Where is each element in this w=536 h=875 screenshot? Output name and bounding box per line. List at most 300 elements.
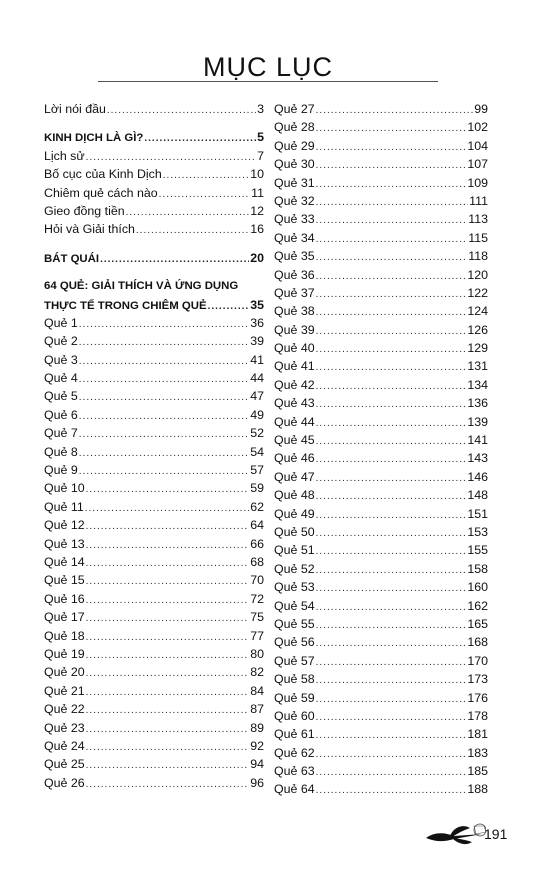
toc-entry-page: 72: [250, 591, 264, 606]
toc-entry[interactable]: [274, 247, 488, 265]
toc-entry[interactable]: [44, 100, 264, 118]
toc-entry[interactable]: [274, 670, 488, 688]
toc-entry-label: Quẻ 3: [44, 352, 78, 367]
dot-leader: [86, 739, 250, 755]
toc-entry-page: 134: [467, 377, 488, 392]
toc-entry-page: 11: [251, 185, 264, 200]
dot-leader: [86, 555, 250, 571]
toc-entry[interactable]: [44, 700, 264, 718]
toc-entry-page: 41: [250, 352, 264, 367]
toc-entry-label: Quẻ 1: [44, 315, 78, 330]
toc-entry-page: 111: [469, 193, 488, 208]
toc-entry[interactable]: [44, 516, 264, 534]
toc-entry[interactable]: [274, 284, 488, 302]
toc-entry-page: 64: [250, 518, 264, 533]
toc-entry-page: 44: [250, 371, 264, 386]
toc-entry[interactable]: [44, 184, 264, 202]
toc-entry-page: 12: [250, 203, 264, 218]
dot-leader: [316, 212, 468, 228]
toc-entry-label: Quẻ 23: [44, 720, 85, 735]
dot-leader: [316, 691, 467, 707]
toc-entry-label: Quẻ 12: [44, 518, 85, 533]
dot-leader: [85, 500, 249, 516]
toc-entry-page: 92: [250, 738, 264, 753]
dot-leader: [316, 194, 469, 210]
toc-entry-page: 146: [467, 469, 488, 484]
dot-leader: [316, 562, 467, 578]
toc-entry[interactable]: [274, 137, 488, 155]
dot-leader: [79, 389, 249, 405]
toc-entry[interactable]: [274, 118, 488, 136]
toc-entry[interactable]: [44, 590, 264, 608]
dot-leader: [163, 167, 249, 183]
toc-entry-page: 87: [250, 702, 264, 717]
toc-entry-label: Quẻ 47: [274, 469, 315, 484]
toc-entry-page: 47: [250, 389, 264, 404]
toc-entry-label: Quẻ 31: [274, 175, 315, 190]
page-title: MỤC LỤC: [202, 52, 333, 82]
toc-entry-label: Quẻ 62: [274, 745, 315, 760]
toc-entry-label: Quẻ 2: [44, 334, 78, 349]
toc-entry[interactable]: [44, 369, 264, 387]
toc-entry-label: Quẻ 43: [274, 396, 315, 411]
dot-leader: [159, 186, 250, 202]
toc-entry-label: Quẻ 41: [274, 359, 315, 374]
toc-entry-page: 94: [250, 757, 264, 772]
toc-entry-page: 126: [467, 322, 488, 337]
dot-leader: [316, 599, 467, 615]
toc-entry[interactable]: [274, 357, 488, 375]
dot-leader: [316, 617, 467, 633]
toc-entry-label: Quẻ 11: [44, 499, 84, 514]
toc-entry[interactable]: [274, 229, 488, 247]
toc-entry-page: 89: [250, 720, 264, 735]
section-spacer: [44, 239, 264, 249]
toc-entry-label: Quẻ 9: [44, 463, 78, 478]
toc-entry-label: Quẻ 52: [274, 561, 315, 576]
toc-entry-page: 66: [250, 536, 264, 551]
title-underline: [98, 81, 438, 82]
toc-entry-page: 59: [250, 481, 264, 496]
toc-entry-page: 109: [467, 175, 488, 190]
toc-entry-page: 124: [467, 304, 488, 319]
dot-leader: [316, 378, 467, 394]
dot-leader: [316, 764, 467, 780]
toc-entry-label: Quẻ 59: [274, 690, 315, 705]
toc-entry-label: Quẻ 26: [44, 775, 85, 790]
dot-leader: [79, 334, 249, 350]
dot-leader: [86, 481, 250, 497]
toc-entry[interactable]: [274, 174, 488, 192]
toc-entry-label: Quẻ 36: [274, 267, 315, 282]
dot-leader: [86, 702, 250, 718]
dot-leader: [86, 592, 250, 608]
dot-leader: [126, 204, 250, 220]
toc-entry-page: 129: [467, 341, 488, 356]
section-spacer: [44, 118, 264, 128]
toc-entry-label: Quẻ 25: [44, 757, 85, 772]
dot-leader: [316, 525, 467, 541]
toc-entry[interactable]: [44, 719, 264, 737]
toc-entry[interactable]: [274, 468, 488, 486]
toc-entry-page: 16: [250, 222, 264, 237]
toc-entry[interactable]: [274, 578, 488, 596]
toc-entry-page: 96: [250, 775, 264, 790]
toc-entry-label: Chiêm quẻ cách nào: [44, 185, 158, 200]
toc-entry[interactable]: [44, 553, 264, 571]
toc-entry-label: Quẻ 33: [274, 212, 315, 227]
toc-entry[interactable]: [274, 394, 488, 412]
toc-entry-page: 70: [250, 573, 264, 588]
toc-entry-page: 62: [250, 499, 264, 514]
toc-entry-label: Quẻ 6: [44, 407, 78, 422]
toc-entry-label: Quẻ 45: [274, 433, 315, 448]
toc-entry-label: Quẻ 29: [274, 138, 315, 153]
dot-leader: [86, 757, 250, 773]
toc-section-heading: 64 QUẺ: GIẢI THÍCH VÀ ỨNG DỤNG: [44, 280, 239, 293]
dot-leader: [86, 721, 250, 737]
dot-leader: [79, 353, 249, 369]
dot-leader: [79, 316, 249, 332]
toc-entry-label: BÁT QUÁI: [44, 252, 100, 265]
toc-entry-page: 176: [467, 690, 488, 705]
dot-leader: [316, 286, 467, 302]
toc-entry-label: Quẻ 34: [274, 230, 315, 245]
dot-leader: [316, 157, 467, 173]
toc-entry-page: 52: [250, 426, 264, 441]
toc-entry-page: 148: [467, 488, 488, 503]
toc-entry-label: Quẻ 16: [44, 591, 85, 606]
toc-entry[interactable]: [44, 627, 264, 645]
toc-entry[interactable]: [274, 155, 488, 173]
dot-leader: [86, 573, 250, 589]
dot-leader: [316, 580, 467, 596]
toc-entry[interactable]: [44, 682, 264, 700]
dot-leader: [208, 298, 250, 314]
toc-entry-label: Quẻ 49: [274, 506, 315, 521]
toc-entry[interactable]: [44, 128, 264, 146]
toc-entry[interactable]: [44, 296, 264, 314]
toc-entry-label: Quẻ 18: [44, 628, 85, 643]
section-spacer: [44, 267, 264, 277]
toc-entry-page: 136: [467, 396, 488, 411]
toc-entry-page: 165: [467, 616, 488, 631]
toc-entry-label: Quẻ 55: [274, 616, 315, 631]
dot-leader: [79, 371, 249, 387]
toc-entry-page: 131: [467, 359, 488, 374]
toc-entry-page: 113: [468, 212, 488, 227]
toc-entry[interactable]: [274, 541, 488, 559]
toc-entry-page: 99: [474, 102, 488, 116]
toc-entry-page: 122: [467, 285, 488, 300]
toc-entry-label: Quẻ 40: [274, 341, 315, 356]
toc-entry-label: Quẻ 38: [274, 304, 315, 319]
toc-entry[interactable]: [44, 220, 264, 238]
dot-leader: [86, 518, 250, 534]
toc-entry-label: Bố cục của Kinh Dịch: [44, 167, 162, 182]
toc-entry-page: 39: [250, 334, 264, 349]
toc-entry-page: 153: [467, 524, 488, 539]
toc-entry-label: Quẻ 50: [274, 524, 315, 539]
dot-leader: [316, 268, 467, 284]
dot-leader: [100, 251, 249, 267]
toc-entry[interactable]: [274, 192, 488, 210]
dot-leader: [316, 120, 467, 136]
toc-entry-page: 102: [467, 120, 488, 135]
toc-entry-label: Quẻ 20: [44, 665, 85, 680]
dot-leader: [316, 102, 474, 118]
toc-entry-page: 141: [467, 433, 488, 448]
toc-entry-page: 155: [467, 543, 488, 558]
toc-entry-label: KINH DỊCH LÀ GÌ?: [44, 132, 144, 145]
dot-leader: [316, 451, 467, 467]
dot-leader: [316, 543, 467, 559]
toc-left-column: [44, 100, 264, 792]
toc-entry-label: Quẻ 37: [274, 285, 315, 300]
dot-leader: [316, 672, 467, 688]
toc-entry-page: 143: [467, 451, 488, 466]
toc-entry[interactable]: [274, 780, 488, 798]
toc-entry[interactable]: [274, 413, 488, 431]
toc-entry[interactable]: [274, 210, 488, 228]
dot-leader: [316, 415, 467, 431]
toc-entry-label: Quẻ 32: [274, 193, 315, 208]
toc-entry[interactable]: [44, 147, 264, 165]
toc-entry-label: Quẻ 58: [274, 672, 315, 687]
toc-entry[interactable]: [274, 376, 488, 394]
toc-entry[interactable]: [274, 523, 488, 541]
toc-entry-label: Quẻ 7: [44, 426, 78, 441]
dot-leader: [316, 231, 468, 247]
toc-entry-label: Quẻ 61: [274, 727, 315, 742]
dot-leader: [316, 341, 467, 357]
toc-entry[interactable]: [44, 737, 264, 755]
dot-leader: [316, 635, 467, 651]
toc-entry-label: Quẻ 21: [44, 683, 85, 698]
toc-entry[interactable]: [44, 314, 264, 332]
dot-leader: [316, 507, 467, 523]
toc-entry-page: 84: [250, 683, 264, 698]
dot-leader: [86, 537, 250, 553]
dot-leader: [86, 776, 250, 792]
dot-leader: [316, 304, 467, 320]
toc-entry-label: Quẻ 17: [44, 610, 85, 625]
toc-entry-page: 75: [250, 610, 264, 625]
toc-entry-label: Quẻ 10: [44, 481, 85, 496]
toc-entry-page: 168: [467, 635, 488, 650]
toc-entry[interactable]: [274, 725, 488, 743]
dot-leader: [86, 610, 250, 626]
toc-entry-page: 3: [257, 102, 264, 116]
dot-leader: [79, 445, 249, 461]
toc-entry[interactable]: [274, 302, 488, 320]
toc-entry-label: Quẻ 27: [274, 102, 315, 116]
dot-leader: [144, 130, 256, 146]
dot-leader: [86, 629, 250, 645]
toc-entry-label: Quẻ 54: [274, 598, 315, 613]
toc-entry-page: 49: [250, 407, 264, 422]
toc-entry-page: 188: [467, 782, 488, 797]
toc-entry[interactable]: [274, 689, 488, 707]
toc-entry-label: Quẻ 8: [44, 444, 78, 459]
toc-entry-page: 118: [468, 249, 488, 264]
dragonfly-ornament-icon: [424, 822, 486, 850]
dot-leader: [316, 727, 467, 743]
dot-leader: [316, 249, 468, 265]
toc-entry-label: Quẻ 46: [274, 451, 315, 466]
toc-entry[interactable]: [274, 652, 488, 670]
toc-entry-label: Quẻ 60: [274, 708, 315, 723]
toc-entry-label: Quẻ 30: [274, 157, 315, 172]
toc-entry[interactable]: [274, 505, 488, 523]
toc-entry-page: 36: [250, 315, 264, 330]
dot-leader: [316, 470, 467, 486]
toc-entry[interactable]: [274, 339, 488, 357]
toc-entry[interactable]: [44, 249, 264, 267]
toc-entry-label: Quẻ 57: [274, 653, 315, 668]
toc-entry-page: 104: [467, 138, 488, 153]
dot-leader: [79, 426, 249, 442]
toc-entry-page: 162: [467, 598, 488, 613]
toc-entry-page: 151: [467, 506, 488, 521]
dot-leader: [79, 463, 249, 479]
page-number: 191: [484, 826, 508, 842]
toc-entry[interactable]: [274, 615, 488, 633]
dot-leader: [316, 323, 467, 339]
toc-entry-page: 173: [467, 672, 488, 687]
toc-entry-page: 20: [250, 250, 264, 265]
dot-leader: [86, 647, 250, 663]
dot-leader: [316, 396, 467, 412]
toc-entry[interactable]: [44, 332, 264, 350]
toc-entry-label: Lịch sử: [44, 148, 85, 163]
toc-entry-page: 158: [467, 561, 488, 576]
toc-entry[interactable]: [274, 100, 488, 118]
toc-entry[interactable]: [44, 387, 264, 405]
title-block: [0, 52, 536, 92]
toc-right-column: [274, 100, 488, 799]
toc-entry-label: THỰC TẾ TRONG CHIÊM QUẺ: [44, 299, 207, 312]
toc-entry-page: 5: [257, 130, 264, 145]
toc-entry[interactable]: [44, 571, 264, 589]
toc-entry-label: Quẻ 42: [274, 377, 315, 392]
toc-entry[interactable]: [44, 498, 264, 516]
dot-leader: [86, 665, 250, 681]
toc-entry-page: 181: [467, 727, 488, 742]
toc-entry-label: Quẻ 5: [44, 389, 78, 404]
toc-entry[interactable]: [274, 449, 488, 467]
toc-entry-label: Quẻ 48: [274, 488, 315, 503]
toc-entry-label: Quẻ 14: [44, 554, 85, 569]
toc-entry-page: 10: [250, 167, 264, 182]
toc-entry[interactable]: [44, 351, 264, 369]
dot-leader: [316, 782, 467, 798]
toc-entry-page: 160: [467, 580, 488, 595]
toc-entry-label: Quẻ 56: [274, 635, 315, 650]
toc-entry[interactable]: [274, 633, 488, 651]
dot-leader: [316, 433, 467, 449]
toc-entry-label: Quẻ 13: [44, 536, 85, 551]
dot-leader: [316, 746, 467, 762]
toc-entry[interactable]: [274, 321, 488, 339]
toc-entry-label: Quẻ 22: [44, 702, 85, 717]
dot-leader: [316, 359, 467, 375]
dot-leader: [79, 408, 249, 424]
toc-entry-label: Quẻ 24: [44, 738, 85, 753]
dot-leader: [316, 488, 467, 504]
toc-entry-page: 139: [467, 414, 488, 429]
toc-entry-label: Quẻ 19: [44, 646, 85, 661]
toc-entry-page: 82: [250, 665, 264, 680]
toc-entry-page: 68: [250, 554, 264, 569]
toc-entry[interactable]: [274, 560, 488, 578]
toc-entry-page: 57: [250, 463, 264, 478]
toc-entry[interactable]: [274, 744, 488, 762]
dot-leader: [86, 684, 250, 700]
toc-entry-page: 77: [250, 628, 264, 643]
toc-entry-page: 120: [467, 267, 488, 282]
toc-entry-page: 54: [250, 444, 264, 459]
toc-entry-label: Gieo đồng tiền: [44, 203, 125, 218]
toc-entry[interactable]: [44, 461, 264, 479]
dot-leader: [107, 102, 256, 118]
toc-entry[interactable]: [44, 443, 264, 461]
toc-entry-label: Quẻ 15: [44, 573, 85, 588]
toc-entry[interactable]: [274, 597, 488, 615]
dot-leader: [316, 139, 467, 155]
toc-entry[interactable]: [44, 535, 264, 553]
toc-entry[interactable]: [274, 266, 488, 284]
toc-entry[interactable]: [274, 486, 488, 504]
toc-entry[interactable]: [44, 755, 264, 773]
toc-entry[interactable]: [274, 431, 488, 449]
toc-entry[interactable]: [44, 202, 264, 220]
dot-leader: [316, 709, 467, 725]
dot-leader: [316, 654, 467, 670]
toc-entry[interactable]: [44, 774, 264, 792]
toc-entry[interactable]: [44, 645, 264, 663]
toc-entry-page: 7: [257, 148, 264, 163]
toc-entry[interactable]: [44, 165, 264, 183]
toc-entry[interactable]: [274, 762, 488, 780]
toc-entry-page: 35: [250, 297, 264, 312]
toc-entry-label: Quẻ 44: [274, 414, 315, 429]
toc-entry-label: Hỏi và Giải thích: [44, 222, 135, 237]
toc-entry-label: Quẻ 53: [274, 580, 315, 595]
toc-entry-label: Quẻ 4: [44, 371, 78, 386]
toc-entry[interactable]: [44, 608, 264, 626]
toc-entry-label: Quẻ 64: [274, 782, 315, 797]
toc-entry[interactable]: [44, 424, 264, 442]
toc-entry-label: Quẻ 51: [274, 543, 315, 558]
toc-entry-page: 107: [467, 157, 488, 172]
toc-entry-page: 80: [250, 646, 264, 661]
toc-entry[interactable]: [44, 663, 264, 681]
toc-entry-page: 115: [468, 230, 488, 245]
toc-entry[interactable]: [44, 479, 264, 497]
toc-entry[interactable]: [44, 406, 264, 424]
toc-entry-label: Lời nói đầu: [44, 102, 106, 116]
dot-leader: [86, 149, 256, 165]
toc-entry-page: 185: [467, 764, 488, 779]
dot-leader: [136, 222, 249, 238]
toc-entry-page: 183: [467, 745, 488, 760]
toc-entry-label: Quẻ 28: [274, 120, 315, 135]
toc-entry[interactable]: [274, 707, 488, 725]
dot-leader: [316, 176, 467, 192]
toc-entry-label: Quẻ 39: [274, 322, 315, 337]
toc-entry-page: 178: [467, 708, 488, 723]
